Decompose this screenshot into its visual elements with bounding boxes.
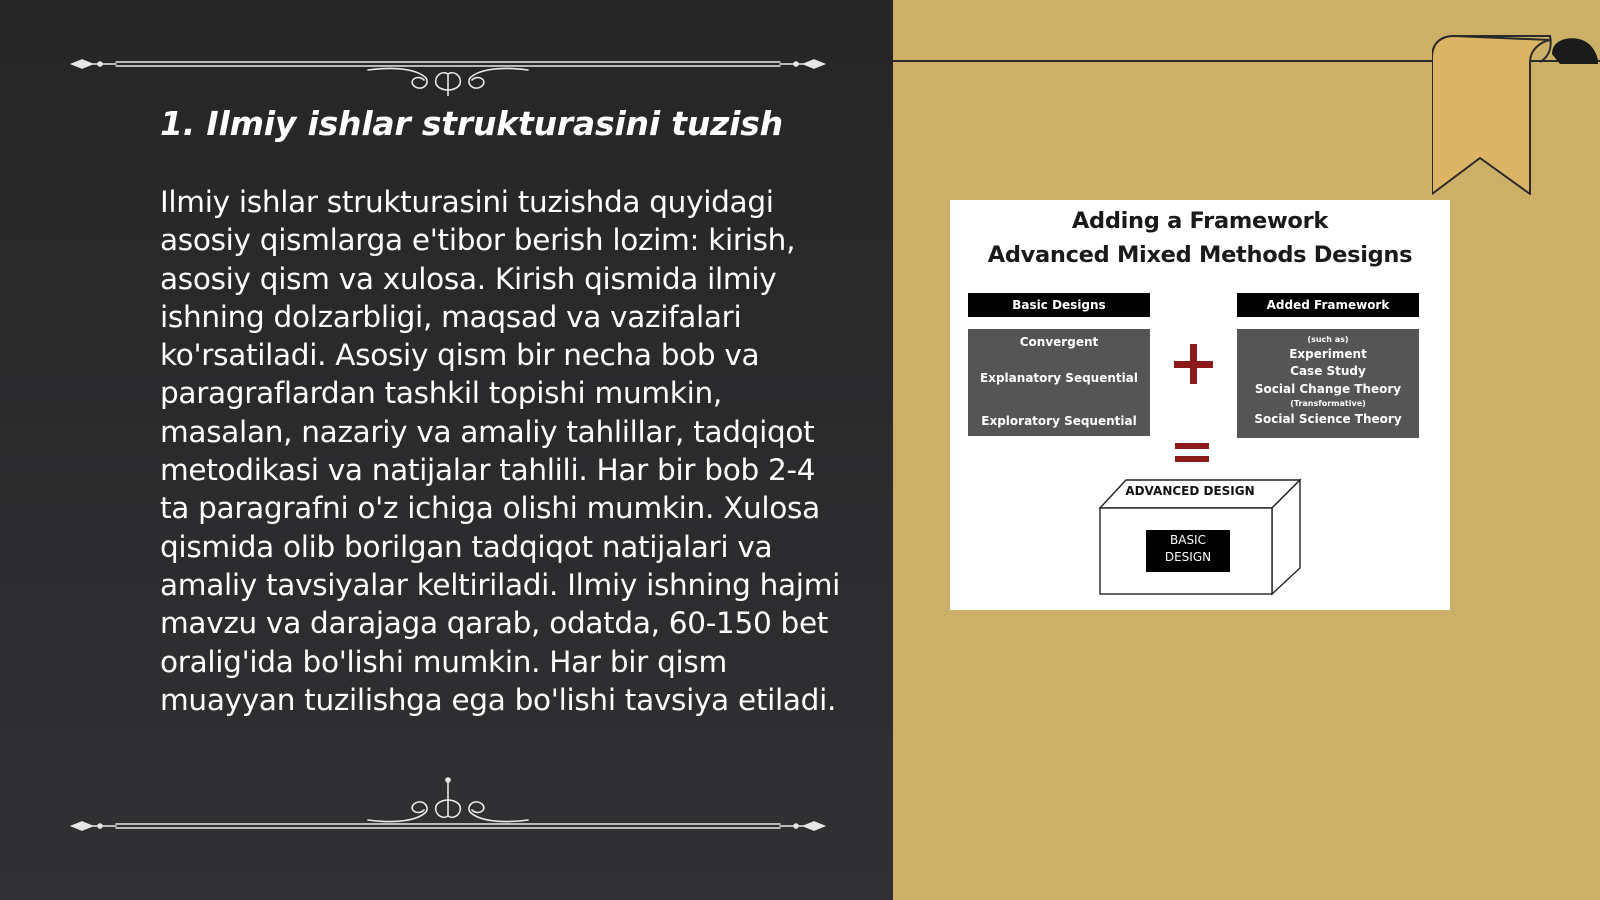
framework-note: (such as) (1307, 335, 1349, 344)
framework-sub: (Transformative) (1290, 399, 1366, 408)
basic-design-inner (1146, 532, 1230, 566)
basic-design-item: Explanatory Sequential (980, 371, 1138, 385)
advanced-design-label: ADVANCED DESIGN (1125, 484, 1255, 498)
basic-designs-box (968, 329, 1150, 436)
added-framework-header: Added Framework (1237, 293, 1419, 317)
ornament-divider-icon (68, 774, 828, 834)
framework-figure (950, 200, 1450, 610)
framework-item: Experiment (1289, 347, 1367, 361)
figure-title-line2: Advanced Mixed Methods Designs (987, 242, 1413, 268)
slide-body-text: Ilmiy ishlar strukturasini tuzishda quyidagi asosiy qismlarga e'tibor berish lozim: kirish, asosiy qism va xulosa. Kirish qismida ilmiy ishning dolzarbligi, maqsad va vazifalari ko'rsatiladi. Asosiy qism bir necha bob va paragraflardan tashkil topishi mumkin, masalan, nazariy va amaliy tahlillar, tadqiqot metodikasi va natijalar tahlili. Har bir bob 2-4 ta paragrafni o'z ichiga olishi mumkin. Xulosa qismida olib borilgan tadqiqot natijalari va amaliy tavsiyalar keltiriladi. Ilmiy ishning hajmi mavzu va darajaga qarab, odatda, 60-150 bet oralig'ida bo'lishi mumkin. Har bir qism muayyan tuzilishga ega bo'lishi tavsiya etiladi. (160, 185, 841, 717)
framework-item: Case Study (1290, 364, 1366, 378)
basic-designs-header: Basic Designs (968, 293, 1150, 317)
equals-symbol (1175, 440, 1213, 466)
figure-title (950, 204, 1450, 272)
basic-design-item: Exploratory Sequential (981, 414, 1137, 428)
bookmark-ribbon-icon (1432, 32, 1600, 202)
framework-item: Social Science Theory (1254, 412, 1402, 426)
plus-symbol (1168, 340, 1218, 390)
framework-item: Social Change Theory (1254, 382, 1402, 396)
slide-title: 1. Ilmiy ishlar strukturasini tuzish (160, 104, 783, 143)
basic-design-item: Convergent (1019, 335, 1099, 349)
basic-design-line: BASIC (1170, 533, 1206, 547)
ornament-divider-icon (68, 36, 828, 96)
figure-title-line1: Adding a Framework (1071, 208, 1329, 234)
basic-design-line: DESIGN (1164, 550, 1212, 564)
added-framework-box (1237, 329, 1419, 438)
